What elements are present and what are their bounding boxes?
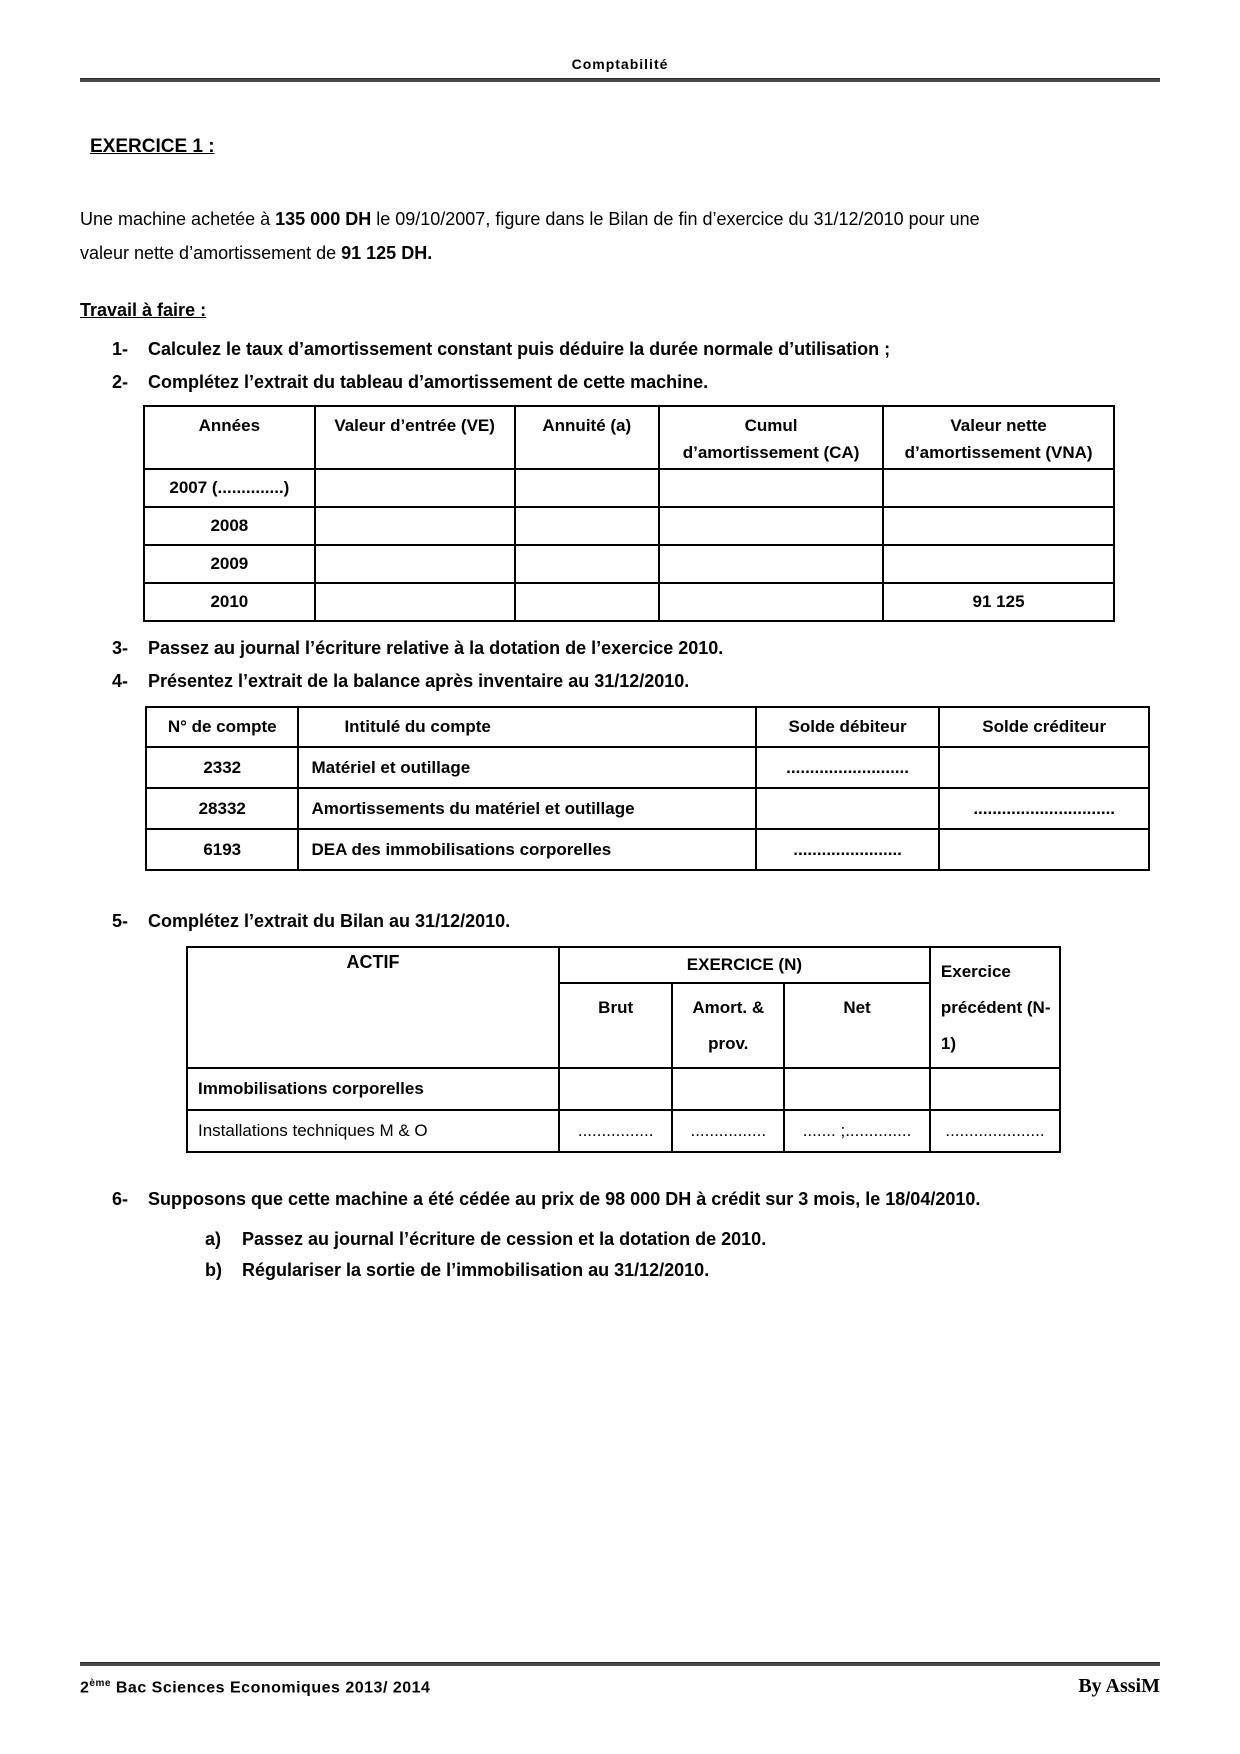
col-header-line: d’amortissement (CA) [682, 443, 860, 462]
footer-course-label [80, 1678, 430, 1697]
cell-annee: 2009 [144, 545, 315, 583]
col-header-solde-crediteur: Solde créditeur [939, 707, 1149, 747]
cell-account-name: DEA des immobilisations corporelles [298, 829, 755, 870]
intro-paragraph [80, 202, 1160, 270]
col-header-annees: Années [144, 406, 315, 469]
item-text: Complétez l’extrait du Bilan au 31/12/2010. [148, 911, 511, 931]
col-header-cumul [659, 406, 883, 469]
table-row [144, 469, 1114, 507]
table-row [146, 829, 1149, 870]
item-text: Complétez l’extrait du tableau d’amortissement de cette machine. [148, 372, 709, 392]
cell-debit: ....................... [756, 829, 940, 870]
subitem-letter: b) [205, 1260, 222, 1280]
cell-actif-label: Installations techniques M & O [187, 1110, 559, 1152]
col-header-line: d’amortissement (VNA) [904, 443, 1093, 462]
cell-prev [930, 1068, 1060, 1110]
footer-superscript: ème [89, 1677, 111, 1689]
col-header-brut: Brut [559, 983, 672, 1068]
cell-account-name: Amortissements du matériel et outillage [298, 788, 755, 829]
task-subitem-b [80, 1255, 1160, 1286]
balance-header-row [146, 707, 1149, 747]
intro-text: valeur nette d’amortissement de [80, 243, 342, 263]
task-subitem-a [80, 1224, 1160, 1255]
subitem-text: Passez au journal l’écriture de cession et la dotation de 2010. [242, 1229, 767, 1249]
col-header-actif: ACTIF [187, 947, 559, 1068]
col-header-vna [883, 406, 1114, 469]
footer-rule [80, 1662, 1160, 1666]
cell-vna: 91 125 [883, 583, 1114, 621]
item-text: Calculez le taux d’amortissement constant puis déduire la durée normale d’utilisation ; [148, 339, 891, 359]
work-to-do-label: Travail à faire : [80, 300, 207, 320]
exercise-title: EXERCICE 1 : [90, 136, 215, 157]
amortization-header-row [144, 406, 1114, 469]
col-header-amort-prov: Amort. & prov. [672, 983, 784, 1068]
cell-ca [659, 545, 883, 583]
item-text: Passez au journal l’écriture relative à la dotation de l’exercice 2010. [148, 638, 724, 658]
cell-net: ....... ;.............. [784, 1110, 930, 1152]
task-item-2 [80, 366, 1160, 399]
cell-account-number: 6193 [146, 829, 298, 870]
bilan-table [186, 946, 1061, 1153]
col-header-exercice-n: EXERCICE (N) [559, 947, 930, 983]
table-row [144, 583, 1114, 621]
task-item-3 [80, 632, 1160, 665]
cell-ca [659, 507, 883, 545]
cell-amort: ................ [672, 1110, 784, 1152]
col-header-intitule: Intitulé du compte [298, 707, 755, 747]
bilan-header-row-1 [187, 947, 1060, 983]
table-row [144, 545, 1114, 583]
footer-text: 2 [80, 1679, 90, 1696]
cell-ca [659, 469, 883, 507]
cell-annee: 2007 (..............) [144, 469, 315, 507]
col-header-line: Cumul [744, 416, 798, 435]
cell-vna [883, 545, 1114, 583]
task-item-6 [80, 1183, 1160, 1216]
task-item-5 [80, 905, 1160, 938]
col-header-net: Net [784, 983, 930, 1068]
table-row [146, 788, 1149, 829]
cell-vna [883, 469, 1114, 507]
subitem-letter: a) [205, 1229, 222, 1249]
cell-debit: .......................... [756, 747, 940, 788]
balance-table [145, 706, 1150, 871]
footer-text: Bac Sciences Economiques 2013/ 2014 [110, 1679, 431, 1696]
item-text: Supposons que cette machine a été cédée au prix de 98 000 DH à crédit sur 3 mois, le 18/04/2010. [148, 1189, 981, 1209]
item-number: 4- [112, 671, 129, 691]
col-header-exercice-precedent: Exercice précédent (N- 1) [930, 947, 1060, 1068]
col-header-line: Valeur nette [950, 416, 1047, 435]
cell-annuite [515, 469, 660, 507]
table-row [146, 747, 1149, 788]
cell-actif-label: Immobilisations corporelles [187, 1068, 559, 1110]
table-row [187, 1110, 1060, 1152]
subitem-text: Régulariser la sortie de l’immobilisation au 31/12/2010. [242, 1260, 710, 1280]
table-row [144, 507, 1114, 545]
item-number: 2- [112, 372, 129, 392]
cell-credit [939, 747, 1149, 788]
cell-annuite [515, 545, 660, 583]
col-header-annuite: Annuité (a) [515, 406, 660, 469]
item-number: 1- [112, 339, 129, 359]
intro-bold-vna: 91 125 DH. [341, 243, 433, 263]
cell-annuite [515, 507, 660, 545]
cell-credit [939, 829, 1149, 870]
item-text: Présentez l’extrait de la balance après inventaire au 31/12/2010. [148, 671, 690, 691]
page-header-title: Comptabilité [571, 56, 669, 72]
item-number: 6- [112, 1189, 129, 1209]
col-header-solde-debiteur: Solde débiteur [756, 707, 940, 747]
item-number: 3- [112, 638, 129, 658]
cell-ve [315, 507, 515, 545]
cell-ca [659, 583, 883, 621]
cell-amort [672, 1068, 784, 1110]
intro-bold-price: 135 000 DH [275, 209, 372, 229]
amortization-table [143, 405, 1115, 622]
cell-debit [756, 788, 940, 829]
cell-ve [315, 545, 515, 583]
page-footer [80, 1662, 1160, 1698]
cell-prev: ..................... [930, 1110, 1060, 1152]
cell-credit: .............................. [939, 788, 1149, 829]
cell-ve [315, 583, 515, 621]
col-header-numero-compte: N° de compte [146, 707, 298, 747]
cell-annuite [515, 583, 660, 621]
cell-vna [883, 507, 1114, 545]
intro-text: le 09/10/2007, figure dans le Bilan de fin d’exercice du 31/12/2010 pour une [371, 209, 980, 229]
cell-account-number: 28332 [146, 788, 298, 829]
task-item-1 [80, 333, 1160, 366]
footer-author: By AssiM [1078, 1675, 1160, 1697]
cell-account-number: 2332 [146, 747, 298, 788]
item-number: 5- [112, 911, 129, 931]
cell-ve [315, 469, 515, 507]
col-header-valeur-entree: Valeur d’entrée (VE) [315, 406, 515, 469]
cell-account-name: Matériel et outillage [298, 747, 755, 788]
cell-annee: 2010 [144, 583, 315, 621]
table-row [187, 1068, 1060, 1110]
cell-net [784, 1068, 930, 1110]
task-item-4 [80, 665, 1160, 698]
intro-text: Une machine achetée à [80, 209, 276, 229]
cell-brut [559, 1068, 672, 1110]
cell-brut: ................ [559, 1110, 672, 1152]
cell-annee: 2008 [144, 507, 315, 545]
